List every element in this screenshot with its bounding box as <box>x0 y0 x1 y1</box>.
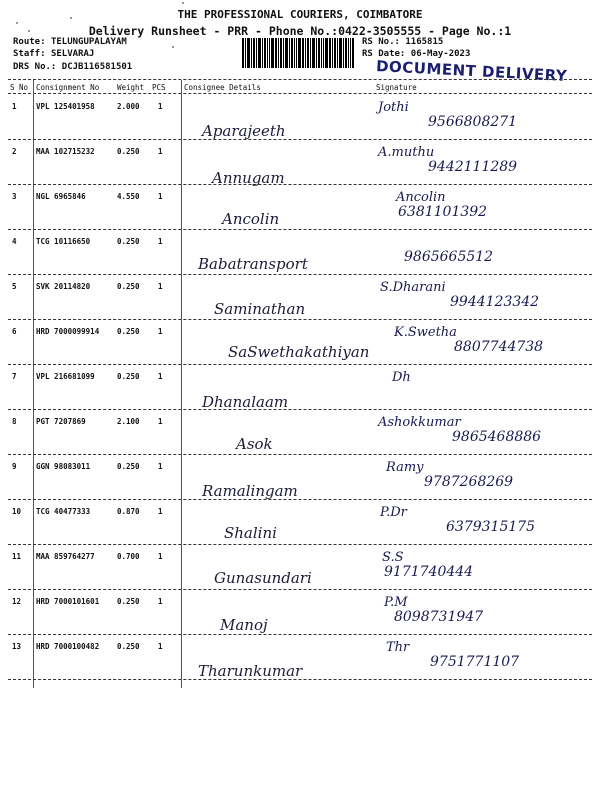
row-consignee-name: Tharunkumar <box>198 662 303 680</box>
row-pcs: 1 <box>158 282 163 291</box>
header-bottom-rule <box>8 93 592 94</box>
row-signature-phone: 9787268269 <box>424 474 514 490</box>
header-top-rule <box>8 79 592 80</box>
row-signature-phone: 9566808271 <box>428 114 518 130</box>
row-weight: 0.700 <box>117 552 140 561</box>
col-sno: S No <box>10 83 29 92</box>
row-consignee-name: Gunasundari <box>214 569 312 587</box>
rs-date-value: 06-May-2023 <box>410 49 471 59</box>
row-sno: 2 <box>12 147 17 156</box>
row-weight: 2.100 <box>117 417 140 426</box>
row-consignment-no: HRD 7000099914 <box>36 327 100 336</box>
row-pcs: 1 <box>158 327 163 336</box>
row-sno: 5 <box>12 282 17 291</box>
row-divider <box>8 454 592 455</box>
rs-no-line <box>362 37 443 47</box>
row-consignment-no: VPL 125401958 <box>36 102 95 111</box>
row-consignment-no: TCG 40477333 <box>36 507 91 516</box>
row-signature-name: K.Swetha <box>394 325 457 340</box>
row-weight: 0.250 <box>117 147 140 156</box>
row-consignment-no: PGT 7207869 <box>36 417 86 426</box>
drs-value: DCJB116581501 <box>61 62 133 72</box>
row-signature-phone: 9944123342 <box>450 294 540 310</box>
staff-label: Staff: <box>13 49 46 59</box>
row-consignee-name: Annugam <box>212 169 285 187</box>
row-divider <box>8 634 592 635</box>
row-signature-name: Ashokkumar <box>378 415 461 430</box>
drs-line <box>13 62 132 72</box>
row-weight: 0.250 <box>117 237 140 246</box>
row-weight: 2.000 <box>117 102 140 111</box>
row-signature-phone: 9865665512 <box>404 249 494 265</box>
row-sno: 3 <box>12 192 17 201</box>
row-signature-name: P.Dr <box>380 505 407 520</box>
row-divider <box>8 139 592 140</box>
row-signature-phone: 9751771107 <box>430 654 520 670</box>
runsheet-title: Delivery Runsheet - PRR - Phone No.:0422-3505555 - Page No.:1 <box>88 24 512 38</box>
row-weight: 0.250 <box>117 462 140 471</box>
row-weight: 0.250 <box>117 282 140 291</box>
row-signature-phone: 8098731947 <box>394 609 484 625</box>
row-consignee-name: Ramalingam <box>202 482 298 500</box>
row-pcs: 1 <box>158 192 163 201</box>
row-signature-phone: 8807744738 <box>454 339 544 355</box>
drs-label: DRS No.: <box>13 62 57 72</box>
row-sno: 11 <box>12 552 22 561</box>
row-pcs: 1 <box>158 597 163 606</box>
row-consignment-no: SVK 20114820 <box>36 282 91 291</box>
row-signature-phone: 9442111289 <box>428 159 518 175</box>
rs-no-label: RS No.: <box>362 37 400 47</box>
row-weight: 0.870 <box>117 507 140 516</box>
row-signature-name: A.muthu <box>378 145 435 160</box>
row-divider <box>8 679 592 680</box>
row-consignee-name: Manoj <box>220 616 268 634</box>
row-weight: 0.250 <box>117 642 140 651</box>
row-consignment-no: GGN 98083011 <box>36 462 91 471</box>
row-sno: 10 <box>12 507 22 516</box>
document-delivery-stamp: DOCUMENT DELIVERY <box>375 57 568 85</box>
staff-value: SELVARAJ <box>50 49 95 59</box>
row-pcs: 1 <box>158 237 163 246</box>
row-signature-phone: 9865468886 <box>452 429 542 445</box>
row-weight: 0.250 <box>117 372 140 381</box>
row-sno: 13 <box>12 642 22 651</box>
col-weight: Weight <box>117 83 145 92</box>
row-signature-phone: 9171740444 <box>384 564 474 580</box>
row-divider <box>8 229 592 230</box>
row-consignee-name: Ancolin <box>222 210 280 228</box>
row-pcs: 1 <box>158 552 163 561</box>
row-sno: 7 <box>12 372 17 381</box>
row-sno: 12 <box>12 597 22 606</box>
rs-no-value: 1165815 <box>405 37 444 47</box>
route-value: TELUNGUPALAYAM <box>50 37 127 47</box>
row-weight: 0.250 <box>117 597 140 606</box>
row-consignee-name: Babatransport <box>198 255 308 273</box>
col-signature: Signature <box>376 83 417 92</box>
barcode <box>242 38 354 68</box>
row-signature-name: Jothi <box>378 100 409 115</box>
row-consignment-no: NGL 6965846 <box>36 192 86 201</box>
row-divider <box>8 589 592 590</box>
col-pcs: PCS <box>152 83 166 92</box>
row-consignment-no: MAA 859764277 <box>36 552 95 561</box>
row-pcs: 1 <box>158 147 163 156</box>
row-divider <box>8 319 592 320</box>
row-pcs: 1 <box>158 642 163 651</box>
row-pcs: 1 <box>158 102 163 111</box>
row-pcs: 1 <box>158 417 163 426</box>
row-pcs: 1 <box>158 372 163 381</box>
row-divider <box>8 274 592 275</box>
col-consignee: Consignee Details <box>184 83 261 92</box>
row-consignee-name: Asok <box>236 435 273 453</box>
row-consignee-name: Saminathan <box>214 300 306 318</box>
row-weight: 0.250 <box>117 327 140 336</box>
row-sno: 6 <box>12 327 17 336</box>
route-line <box>13 37 127 47</box>
row-signature-name: Thr <box>386 640 410 655</box>
staff-line <box>13 49 94 59</box>
row-sno: 1 <box>12 102 17 111</box>
row-consignment-no: HRD 7000100482 <box>36 642 100 651</box>
row-signature-name: S.S <box>382 550 404 565</box>
row-pcs: 1 <box>158 462 163 471</box>
row-signature-name: P.M <box>384 595 408 610</box>
row-sno: 4 <box>12 237 17 246</box>
row-pcs: 1 <box>158 507 163 516</box>
row-signature-name: Dh <box>392 370 411 385</box>
row-consignee-name: Shalini <box>224 524 277 542</box>
row-divider <box>8 364 592 365</box>
row-divider <box>8 184 592 185</box>
row-divider <box>8 544 592 545</box>
row-signature-name: Ancolin <box>396 190 446 205</box>
row-divider <box>8 499 592 500</box>
row-weight: 4.550 <box>117 192 140 201</box>
row-signature-name: Ramy <box>386 460 424 475</box>
col-consignment: Consignment No <box>36 83 100 92</box>
row-consignee-name: SaSwethakathiyan <box>228 343 370 361</box>
divider-sno <box>33 80 34 688</box>
row-consignment-no: HRD 7000101601 <box>36 597 100 606</box>
row-consignee-name: Aparajeeth <box>202 122 286 140</box>
row-consignment-no: VPL 216681099 <box>36 372 95 381</box>
row-sno: 8 <box>12 417 17 426</box>
company-name: THE PROFESSIONAL COURIERS, COIMBATORE <box>177 8 423 21</box>
row-signature-phone: 6381101392 <box>398 204 488 220</box>
row-signature-name: S.Dharani <box>380 280 446 295</box>
route-label: Route: <box>13 37 46 47</box>
divider-consignee <box>181 80 182 688</box>
rs-date-label: RS Date: <box>362 49 406 59</box>
row-divider <box>8 409 592 410</box>
row-sno: 9 <box>12 462 17 471</box>
row-consignment-no: TCG 10116650 <box>36 237 91 246</box>
row-consignment-no: MAA 102715232 <box>36 147 95 156</box>
row-signature-phone: 6379315175 <box>446 519 536 535</box>
row-consignee-name: Dhanalaam <box>202 393 289 411</box>
